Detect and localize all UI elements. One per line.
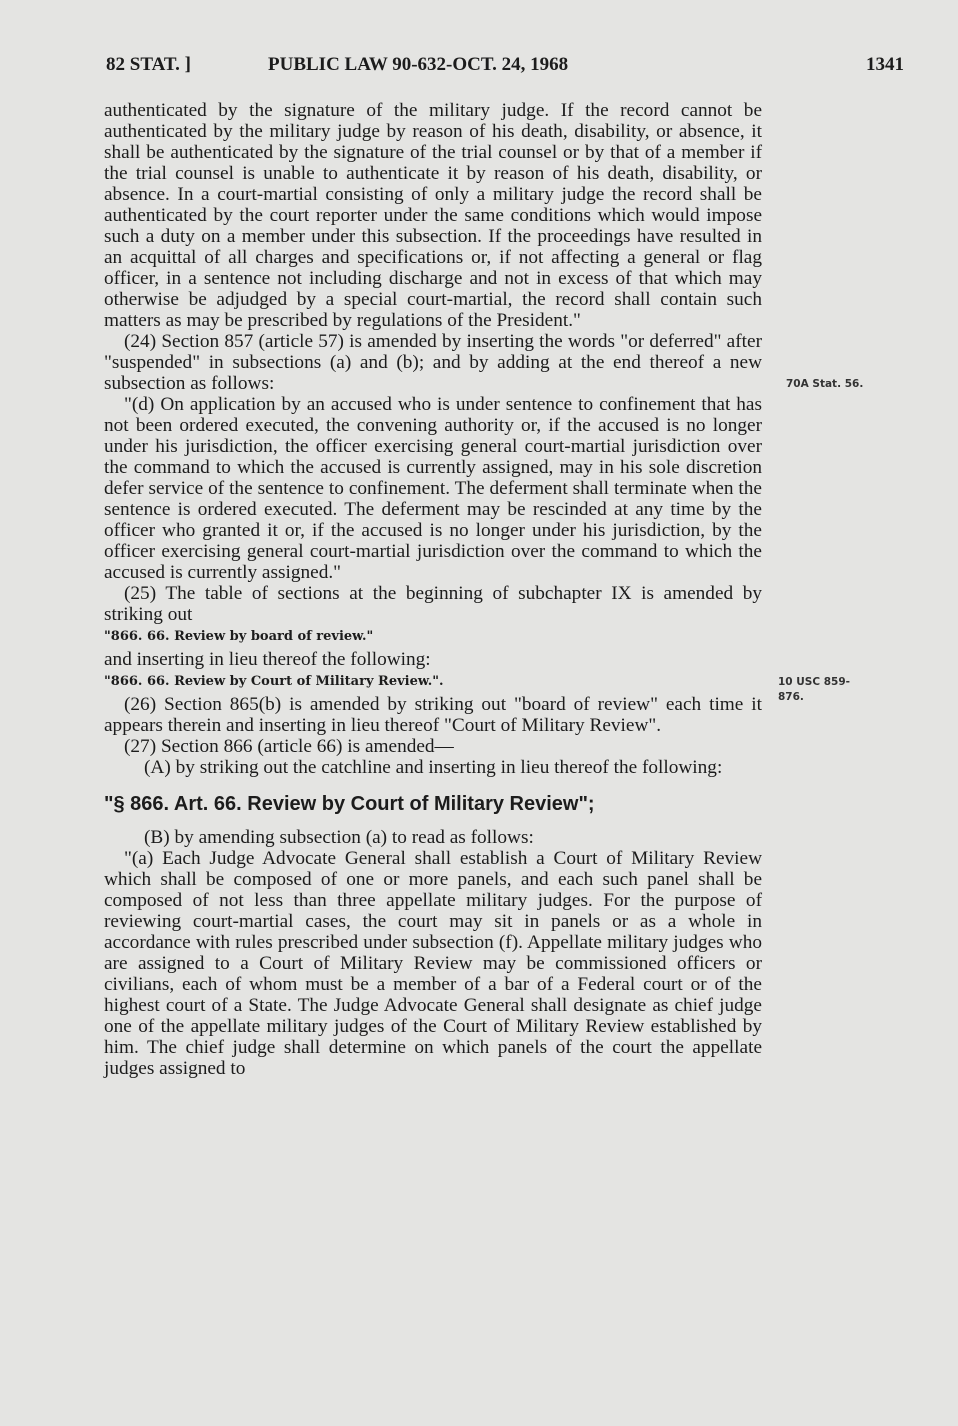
inserted-table-entry: "866. 66. Review by Court of Military Review.". [104,674,444,689]
stat-reference: 82 STAT. ] [106,54,191,75]
paragraph-authentication: authenticated by the signature of the military judge. If the record cannot be authenticated by the military judge by reason of his death, disability, or absence, it shall be authenticated by the signature of the trial counsel or by that of a member if the trial counsel is unable to authenticate it by reason of his death, disability, or absence. In a court-martial consisting of only a military judge the record shall be authenticated by the court reporter under the same conditions which would impose such a duty on a member under this subsection. If the proceedings have resulted in an acquittal of all charges and specifications or, if not affecting a general or flag officer, in a sentence not including discharge and not in excess of that which may otherwise be adjudged by a special court-martial, the record shall contain such matters as may be prescribed by regulations of the President." [104,100,762,331]
paragraph-subsection-a: "(a) Each Judge Advocate General shall establish a Court of Military Review which shall be composed of one or more panels, and each such panel shall be composed of not less than three appellate military judges. For the purpose of reviewing court-martial cases, the court may sit in panels or as a whole in accordance with rules prescribed under subsection (f). Appellate military judges who are assigned to a Court of Military Review may be commissioned officers or civilians, each of whom must be a member of a bar of a Federal court or of the highest court of a State. The Judge Advocate General shall designate as chief judge one of the appellate military judges of the Court of Military Review established by him. The chief judge shall determine on which panels of the court the appellate judges assigned to [104,848,762,1079]
struck-table-entry: "866. 66. Review by board of review." [104,629,374,644]
page-number: 1341 [866,54,904,75]
margin-note-10-usc-cont: 876. [778,691,804,703]
paragraph-27: (27) Section 866 (article 66) is amended— [124,736,454,757]
paragraph-24: (24) Section 857 (article 57) is amended by inserting the words "or deferred" after "suspended" in subsections (a) and (b); and by adding at the end thereof a new subsection as follows: [104,331,762,394]
paragraph-subsection-d: "(d) On application by an accused who is under sentence to confinement that has not been ordered executed, the convening authority or, if the accused is no longer under his jurisdiction, the officer exercising general court-martial jurisdiction over the command to which the accused is currently assigned, may in his sole discretion defer service of the sentence to confinement. The deferment shall terminate when the sentence is ordered executed. The deferment may be rescinded at any time by the officer who granted it or, if the accused is no longer under his jurisdiction, by the officer exercising general court-martial jurisdiction over the command to which the accused is currently assigned." [104,394,762,583]
section-heading-866: "§ 866. Art. 66. Review by Court of Military Review"; [104,793,595,815]
paragraph-27-b: (B) by amending subsection (a) to read as follows: [144,827,534,848]
paragraph-26: (26) Section 865(b) is amended by striking out "board of review" each time it appears therein and inserting in lieu thereof "Court of Military Review". [104,694,762,736]
paragraph-inserting: and inserting in lieu thereof the following: [104,649,431,670]
margin-note-10-usc: 10 USC 859- [778,676,850,688]
paragraph-25: (25) The table of sections at the beginning of subchapter IX is amended by striking out [104,583,762,625]
paragraph-27-a: (A) by striking out the catchline and inserting in lieu thereof the following: [144,757,723,778]
document-body [104,100,762,1079]
margin-note-70a-stat: 70A Stat. 56. [786,378,864,390]
page-header-title: PUBLIC LAW 90-632-OCT. 24, 1968 [268,54,569,75]
